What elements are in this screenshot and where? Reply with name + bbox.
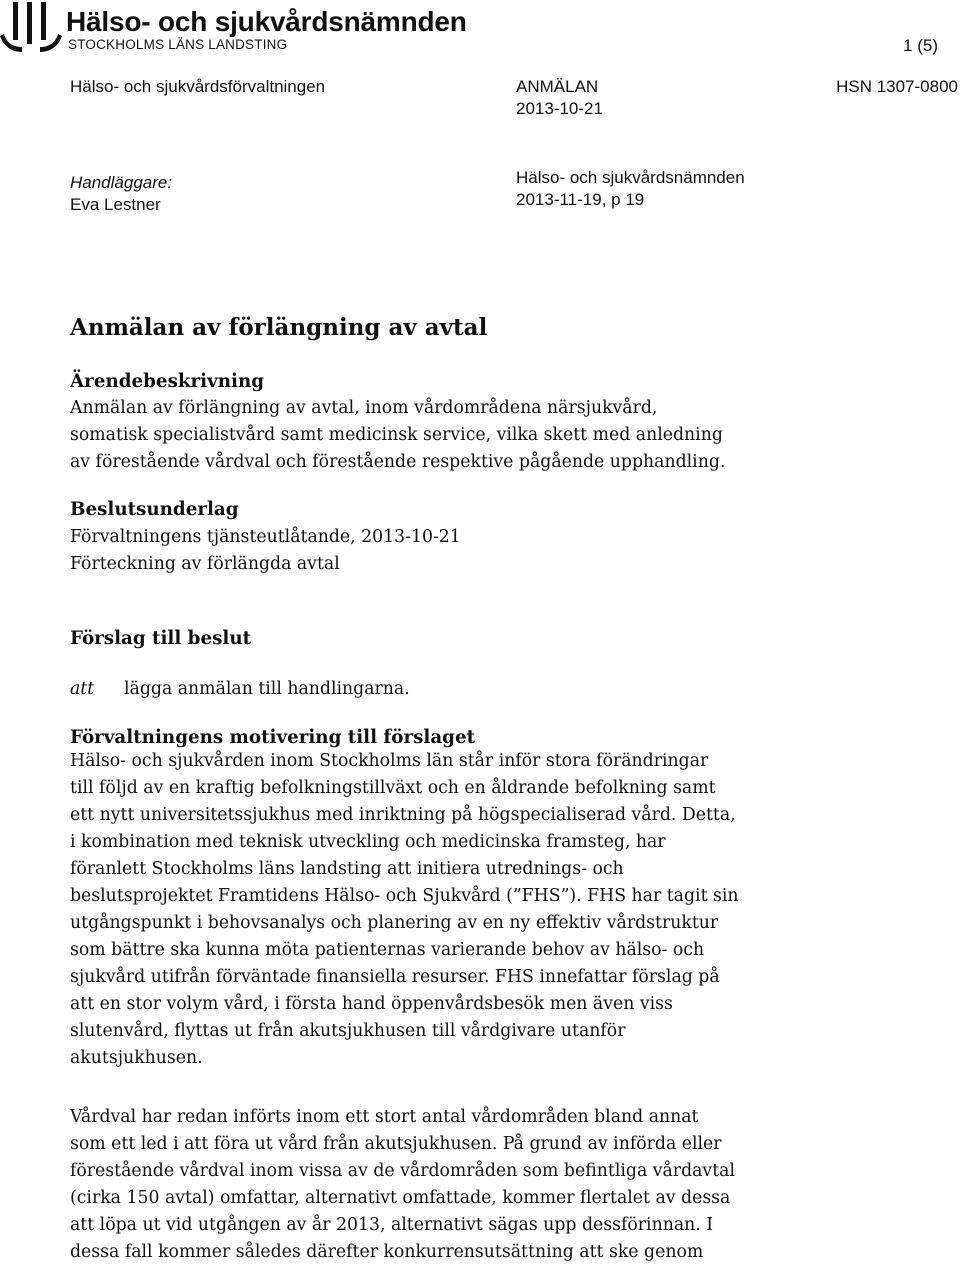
- description-line: Anmälan av förlängning av avtal, inom vårdområdena närsjukvård,: [70, 398, 658, 418]
- paragraph-line: till följd av en kraftig befolkningstillväxt och en åldrande befolkning samt: [70, 778, 716, 798]
- motivation-paragraph-1: [70, 748, 739, 1072]
- basis-item: Förvaltningens tjänsteutlåtande, 2013-10-21: [70, 527, 461, 547]
- basis-list: [70, 524, 461, 578]
- document-number: HSN 1307-0800: [836, 77, 958, 96]
- paragraph-line: Hälso- och sjukvården inom Stockholms län står inför stora förändringar: [70, 751, 709, 771]
- paragraph-line: i kombination med teknisk utveckling och medicinska framsteg, har: [70, 832, 666, 852]
- meeting-reference: 2013-11-19, p 19: [516, 190, 645, 209]
- organization-subtitle: STOCKHOLMS LÄNS LANDSTING: [68, 37, 288, 52]
- proposal-att-label: att: [70, 679, 95, 699]
- paragraph-line: som bättre ska kunna möta patienternas varierande behov av hälso- och: [70, 940, 705, 960]
- paragraph-line: utgångspunkt i behovsanalys och planering av en ny effektiv vårdstruktur: [70, 913, 719, 933]
- motivation-paragraph-2: [70, 1104, 735, 1266]
- basis-item: Förteckning av förlängda avtal: [70, 554, 340, 574]
- county-council-logo-icon: [0, 2, 62, 52]
- document-title: Anmälan av förlängning av avtal: [70, 314, 488, 341]
- paragraph-line: som ett led i att föra ut vård från akutsjukhusen. På grund av införda eller: [70, 1134, 722, 1154]
- basis-heading: Beslutsunderlag: [70, 499, 239, 520]
- proposal-text: lägga anmälan till handlingarna.: [124, 679, 410, 699]
- paragraph-line: slutenvård, flyttas ut från akutsjukhusen till vårdgivare utanför: [70, 1021, 626, 1041]
- page-indicator: 1 (5): [903, 36, 938, 55]
- document-date: 2013-10-21: [516, 99, 603, 118]
- organization-name: Hälso- och sjukvårdsnämnden: [66, 6, 467, 37]
- paragraph-line: att löpa ut vid utgången av år 2013, alternativt sägas upp dessförinnan. I: [70, 1215, 714, 1235]
- paragraph-line: sjukvård utifrån förväntade finansiella resurser. FHS innefattar förslag på: [70, 967, 720, 987]
- handler-label: Handläggare:: [70, 173, 173, 192]
- paragraph-line: ett nytt universitetssjukhus med inriktning på högspecialiserad vård. Detta,: [70, 805, 736, 825]
- paragraph-line: Vårdval har redan införts inom ett stort antal vårdområden bland annat: [70, 1107, 699, 1127]
- document-type: ANMÄLAN: [516, 77, 599, 96]
- meeting-body: Hälso- och sjukvårdsnämnden: [516, 168, 745, 187]
- paragraph-line: föranlett Stockholms läns landsting att initiera utrednings- och: [70, 859, 624, 879]
- motivation-heading: Förvaltningens motivering till förslaget: [70, 727, 476, 748]
- department-name: Hälso- och sjukvårdsförvaltningen: [70, 77, 326, 96]
- paragraph-line: beslutsprojektet Framtidens Hälso- och Sjukvård (”FHS”). FHS har tagit sin: [70, 886, 739, 906]
- description-line: av förestående vårdval och förestående respektive pågående upphandling.: [70, 452, 726, 472]
- paragraph-line: akutsjukhusen.: [70, 1048, 203, 1068]
- description-text: [70, 395, 725, 476]
- handler-name: Eva Lestner: [70, 195, 161, 214]
- paragraph-line: (cirka 150 avtal) omfattar, alternativt omfattade, kommer flertalet av dessa: [70, 1188, 731, 1208]
- paragraph-line: dessa fall kommer således därefter konkurrensutsättning att ske genom: [70, 1242, 704, 1262]
- description-heading: Ärendebeskrivning: [70, 371, 265, 392]
- description-line: somatisk specialistvård samt medicinsk service, vilka skett med anledning: [70, 425, 723, 445]
- paragraph-line: att en stor volym vård, i första hand öppenvårdsbesök men även viss: [70, 994, 673, 1014]
- paragraph-line: förestående vårdval inom vissa av de vårdområden som befintliga vårdavtal: [70, 1161, 735, 1181]
- proposal-heading: Förslag till beslut: [70, 628, 252, 649]
